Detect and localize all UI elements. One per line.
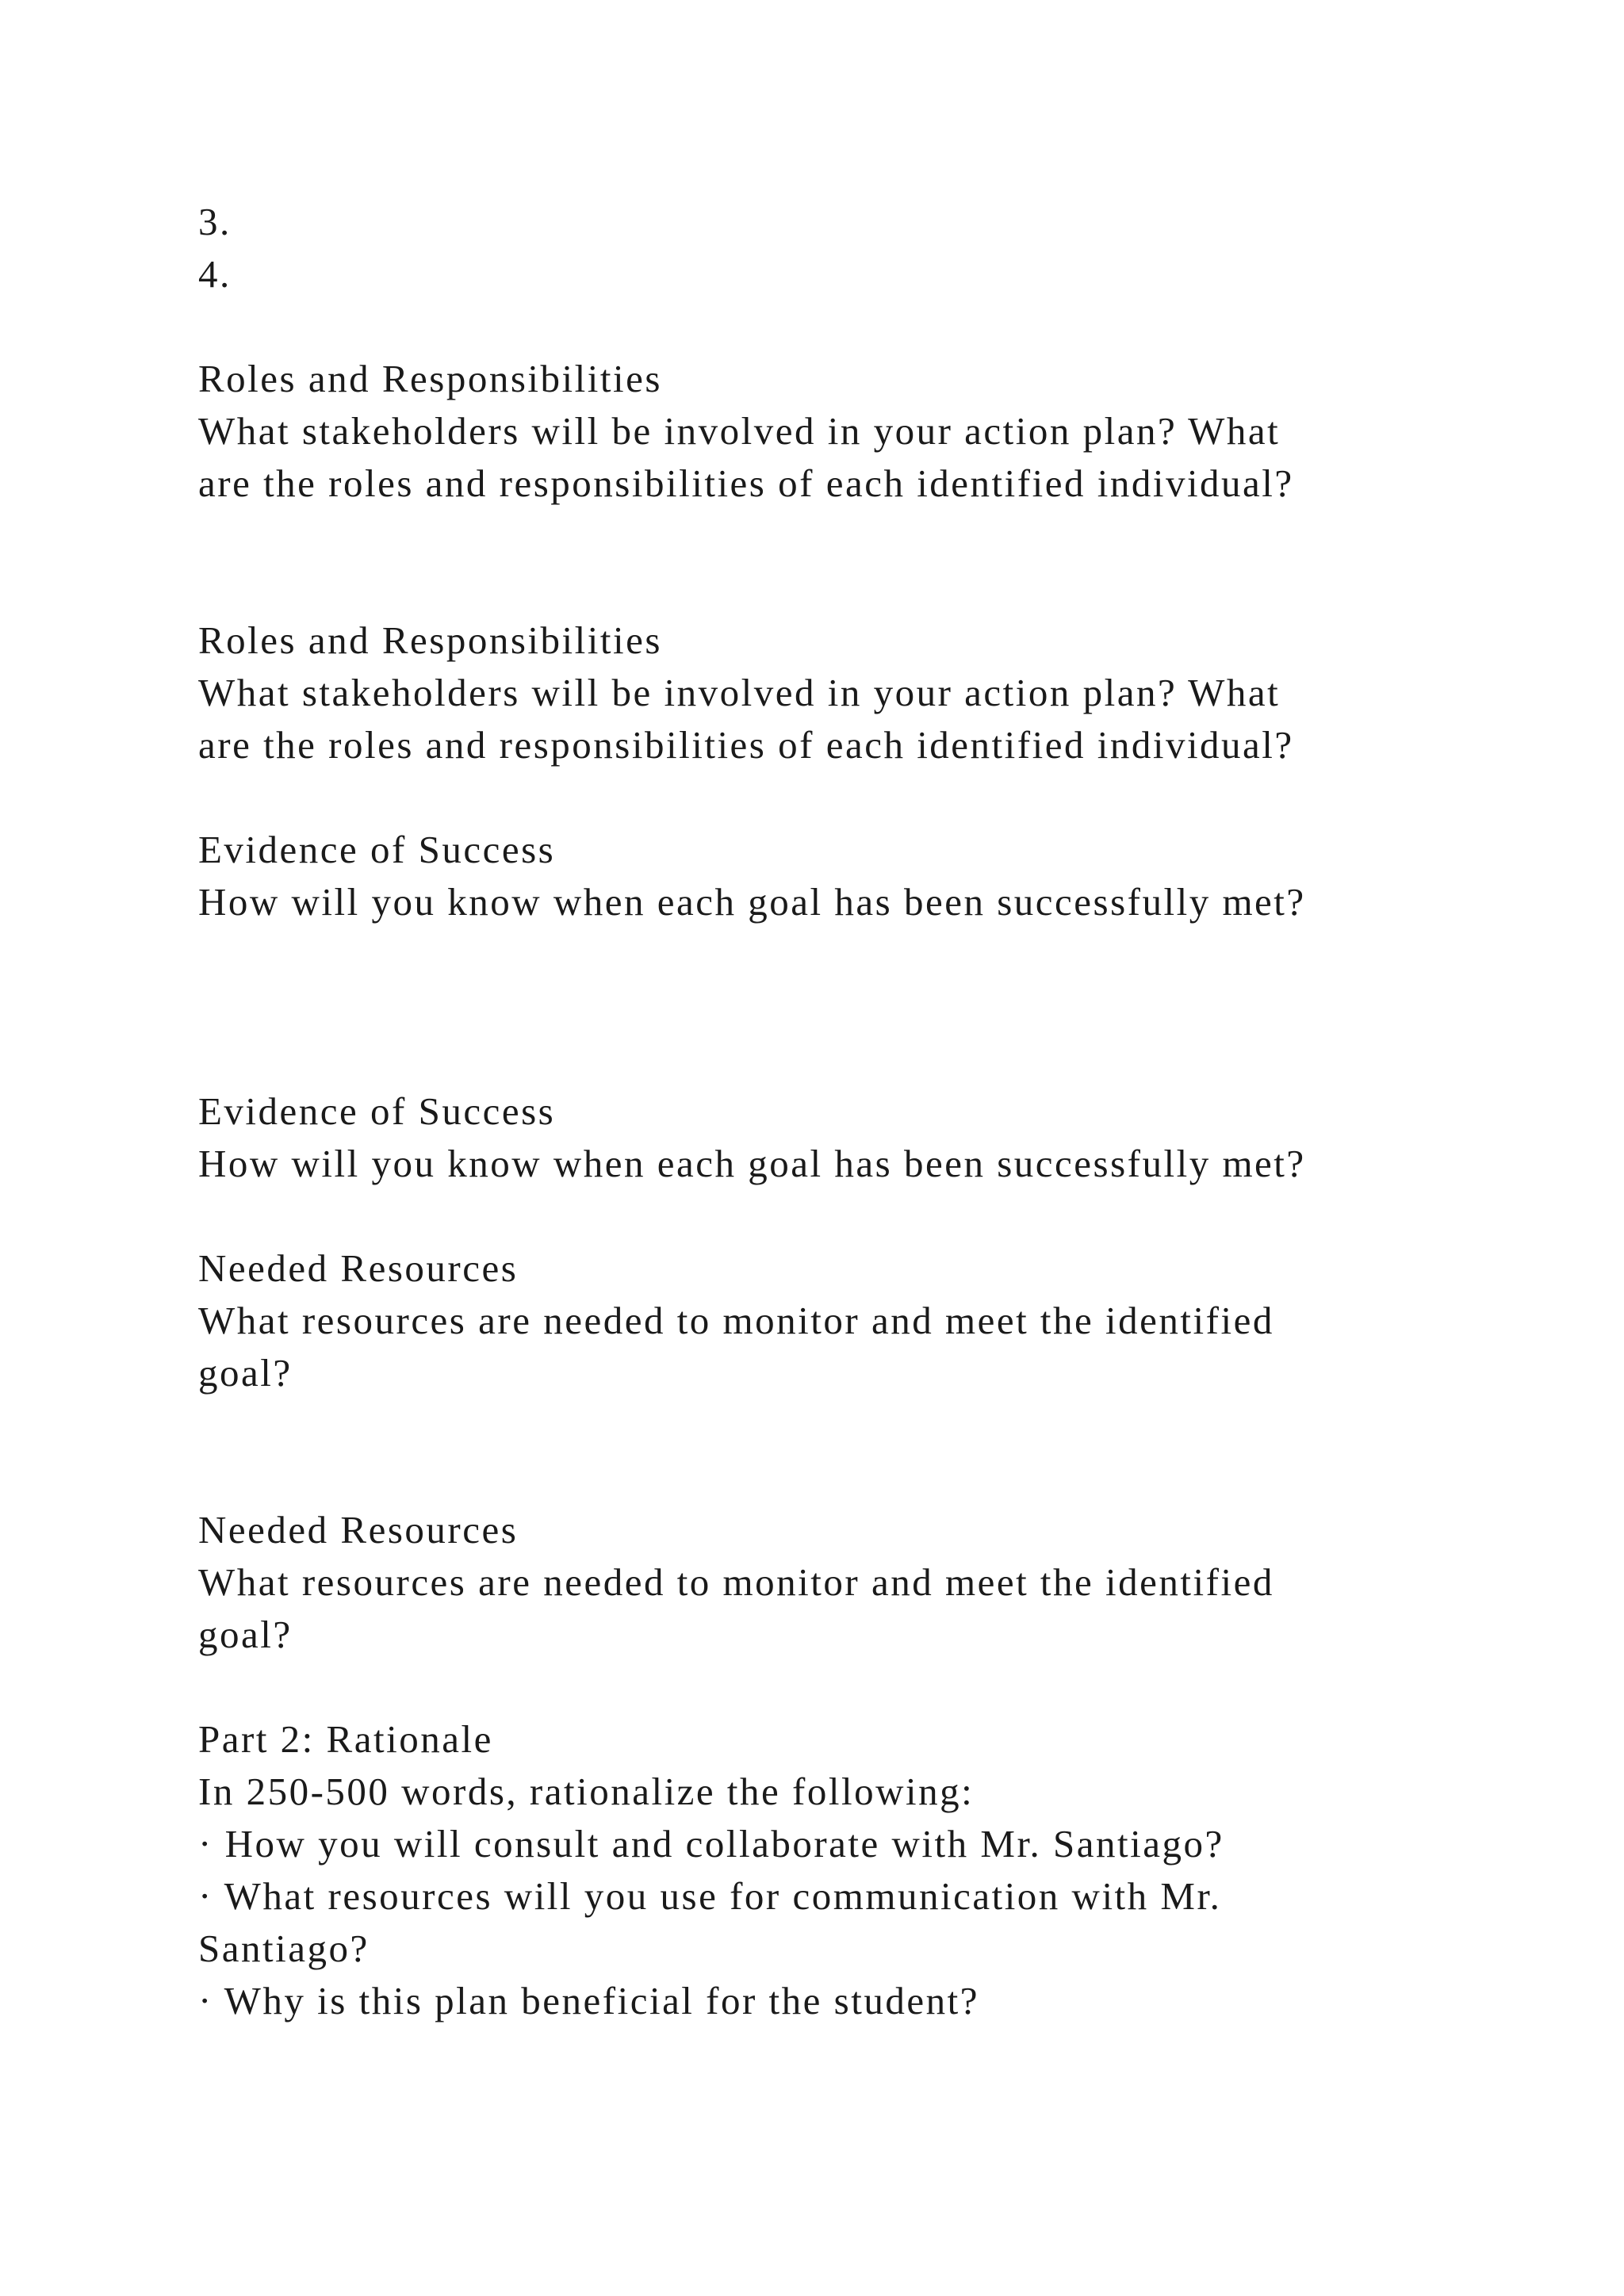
part2-heading: Part 2: Rationale: [198, 1717, 493, 1761]
part2-intro: In 250-500 words, rationalize the following:: [198, 1770, 975, 1813]
evidence-question-line: How will you know when each goal has been successfully met?: [198, 1142, 1306, 1185]
resources-heading: Needed Resources: [198, 1508, 519, 1552]
roles-question-line: are the roles and responsibilities of each identified individual?: [198, 723, 1294, 767]
numbered-item-3: 3.: [198, 200, 232, 243]
resources-question-line: goal?: [198, 1613, 293, 1656]
part2-bullet: · How you will consult and collaborate with Mr. Santiago?: [198, 1822, 1224, 1866]
evidence-heading: Evidence of Success: [198, 1089, 556, 1133]
resources-question-line: What resources are needed to monitor and meet the identified: [198, 1299, 1274, 1342]
part2-bullet: · Why is this plan beneficial for the student?: [198, 1979, 979, 2022]
part2-bullet-continuation: Santiago?: [198, 1927, 370, 1970]
roles-heading: Roles and Responsibilities: [198, 357, 662, 400]
resources-question-line: goal?: [198, 1351, 293, 1395]
roles-heading: Roles and Responsibilities: [198, 618, 662, 662]
resources-heading: Needed Resources: [198, 1246, 519, 1290]
roles-question-line: What stakeholders will be involved in your action plan? What: [198, 409, 1281, 453]
numbered-item-4: 4.: [198, 252, 232, 296]
roles-question-line: are the roles and responsibilities of each identified individual?: [198, 461, 1294, 505]
part2-bullet: · What resources will you use for communication with Mr.: [198, 1874, 1222, 1918]
evidence-question-line: How will you know when each goal has been successfully met?: [198, 880, 1306, 924]
evidence-heading: Evidence of Success: [198, 828, 556, 871]
roles-question-line: What stakeholders will be involved in your action plan? What: [198, 671, 1281, 714]
resources-question-line: What resources are needed to monitor and meet the identified: [198, 1560, 1274, 1604]
